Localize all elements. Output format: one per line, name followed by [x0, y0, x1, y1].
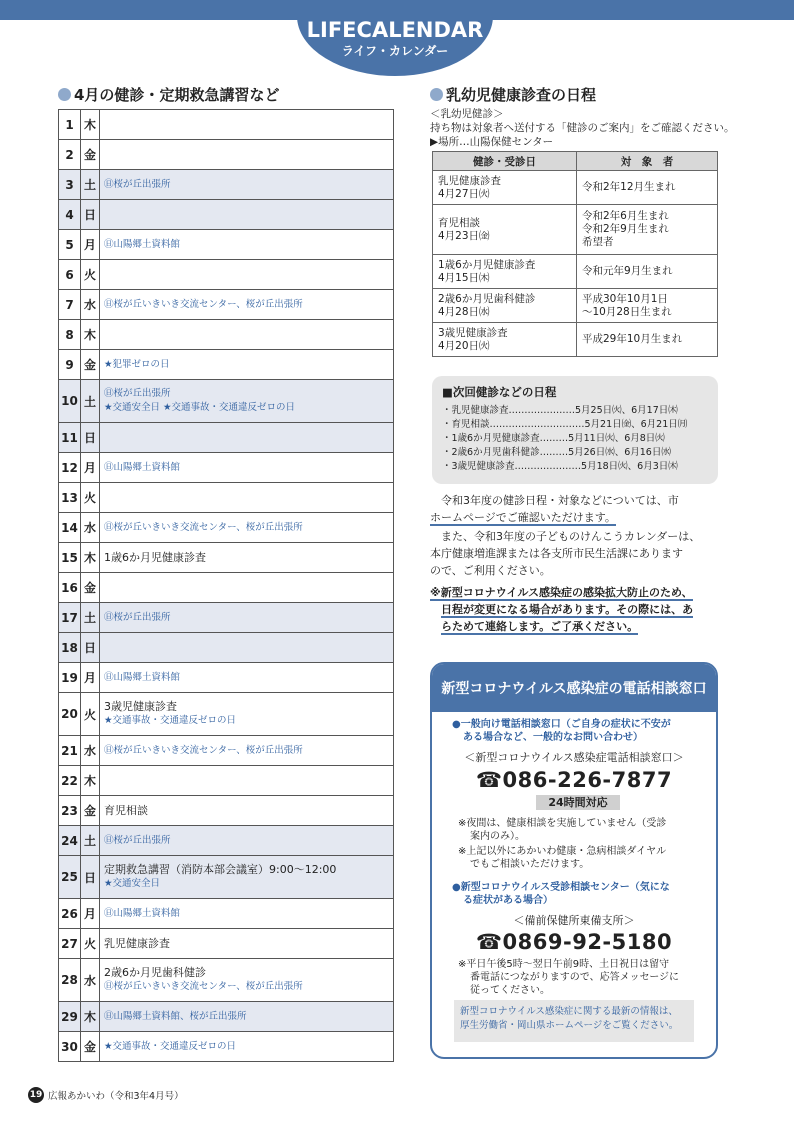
event-main: 乳児健康診査: [104, 936, 170, 950]
calendar-heading: [58, 84, 279, 105]
covid-s1-note: でもご相談いただけます。: [470, 859, 590, 870]
col-header-date: 健診・受診日: [433, 152, 577, 171]
calendar-day: 10: [59, 380, 81, 423]
calendar-row: [59, 140, 394, 170]
calendar-heading-text: 4月の健診・定期救急講習など: [74, 86, 280, 104]
calendar-events: [100, 796, 394, 826]
calendar-row: [59, 633, 394, 663]
calendar-day: 25: [59, 856, 81, 899]
calendar-day: 11: [59, 423, 81, 453]
calendar-events: [100, 856, 394, 899]
calendar-weekday: 金: [81, 1032, 100, 1062]
calendar-weekday: 日: [81, 633, 100, 663]
calendar-weekday: 木: [81, 766, 100, 796]
info-line: 日程が変更になる場合があります。その際には、あ: [441, 603, 694, 616]
event-sub: ㊐山陽郷土資料館、桜が丘出張所: [104, 1010, 247, 1022]
infant-sub: ＜乳幼児健診＞: [430, 108, 504, 120]
calendar-weekday: 月: [81, 899, 100, 929]
calendar-events: [100, 899, 394, 929]
calendar-weekday: 木: [81, 1002, 100, 1032]
calendar-day: 6: [59, 260, 81, 290]
calendar-events: [100, 483, 394, 513]
exam-date: 4月20日㈫: [438, 339, 490, 352]
calendar-weekday: 月: [81, 663, 100, 693]
calendar-events: [100, 929, 394, 959]
calendar-weekday: 水: [81, 736, 100, 766]
calendar-weekday: 土: [81, 826, 100, 856]
calendar-weekday: 土: [81, 380, 100, 423]
schedule-exam: [433, 323, 577, 357]
schedule-row: [433, 289, 718, 323]
calendar-row: [59, 1032, 394, 1062]
schedule-exam: [433, 171, 577, 205]
info-line: また、令和3年度の子どものけんこうカレンダーは、: [430, 530, 701, 543]
calendar-weekday: 金: [81, 796, 100, 826]
calendar-weekday: 月: [81, 230, 100, 260]
calendar-weekday: 木: [81, 320, 100, 350]
infant-note2: ▶場所…山陽保健センター: [430, 136, 554, 148]
next-line: ・乳児健康診査…………………5月25日㈫、6月17日㈭: [442, 405, 678, 416]
calendar-day: 15: [59, 543, 81, 573]
next-line: ・3歳児健康診査…………………5月18日㈫、6月3日㈭: [442, 461, 678, 472]
schedule-row: [433, 205, 718, 255]
exam-name: 乳児健康診査: [438, 174, 501, 187]
calendar-row: [59, 290, 394, 320]
calendar-events: [100, 290, 394, 320]
calendar-events: [100, 453, 394, 483]
covid-s2-note: ※平日午後5時～翌日午前9時、土日祝日は留守: [458, 959, 670, 970]
covid-s1-note: ※上記以外にあかいわ健康・急病相談ダイヤル: [458, 846, 667, 857]
event-sub: ㊐山陽郷土資料館: [104, 671, 181, 683]
calendar-events: [100, 766, 394, 796]
event-sub: ★交通安全日: [104, 878, 161, 889]
calendar-events: [100, 423, 394, 453]
calendar-weekday: 火: [81, 693, 100, 736]
calendar-events: [100, 826, 394, 856]
next-line: ・1歳6か月児健康診査………5月11日㈫、6月8日㈫: [442, 433, 665, 444]
exam-date: 4月23日㈮: [438, 229, 490, 242]
calendar-day: 26: [59, 899, 81, 929]
covid-s2-line: ●新型コロナウイルス受診相談センター（気にな: [452, 882, 670, 893]
info-line: 令和3年度の健診日程・対象などについては、市: [430, 494, 679, 507]
event-sub: ㊐山陽郷土資料館: [104, 238, 181, 250]
event-sub: ㊐桜が丘いきいき交流センター、桜が丘出張所: [104, 981, 303, 992]
event-sub: ㊐桜が丘出張所: [104, 178, 171, 190]
event-sub: ㊐桜が丘出張所: [104, 611, 171, 623]
exam-name: 育児相談: [438, 216, 480, 229]
calendar-row: [59, 663, 394, 693]
exam-date: 4月15日㈭: [438, 271, 490, 284]
event-sub: ㊐桜が丘いきいき交流センター、桜が丘出張所: [104, 521, 303, 533]
footer: [28, 1087, 184, 1103]
infant-heading: [430, 84, 596, 105]
calendar-row: [59, 826, 394, 856]
event-sub: ㊐桜が丘出張所: [104, 834, 171, 846]
event-main: 育児相談: [104, 803, 148, 817]
schedule-exam: [433, 289, 577, 323]
exam-date: 4月27日㈫: [438, 187, 490, 200]
calendar-events: [100, 693, 394, 736]
calendar-row: [59, 693, 394, 736]
next-heading: ■次回健診などの日程: [442, 385, 557, 399]
schedule-row: [433, 171, 718, 205]
calendar-row: [59, 110, 394, 140]
event-sub: ㊐桜が丘出張所 ★交通安全日 ★交通事故・交通違反ゼロの日: [104, 388, 296, 413]
calendar-row: [59, 543, 394, 573]
event-sub: ★交通事故・交通違反ゼロの日: [104, 1040, 237, 1052]
covid-s2-note: 番電話につながりますので、応答メッセージに: [470, 972, 679, 983]
info-line: 本庁健康増進課または各支所市民生活課にあります: [430, 547, 683, 560]
info-line: ホームページでご確認いただけます。: [430, 511, 616, 524]
exam-name: 3歳児健康診査: [438, 326, 508, 339]
bullet-icon: [58, 88, 71, 101]
schedule-exam: [433, 255, 577, 289]
calendar-events: [100, 380, 394, 423]
calendar-events: [100, 513, 394, 543]
calendar-day: 16: [59, 573, 81, 603]
info-paragraph-3: [430, 584, 720, 635]
calendar-events: [100, 663, 394, 693]
schedule-target: 令和2年12月生まれ: [577, 171, 718, 205]
calendar-events: [100, 603, 394, 633]
covid-latest-info: [454, 1000, 694, 1042]
calendar-day: 3: [59, 170, 81, 200]
calendar-row: [59, 959, 394, 1002]
calendar-day: 28: [59, 959, 81, 1002]
calendar-weekday: 土: [81, 170, 100, 200]
calendar-weekday: 木: [81, 110, 100, 140]
covid-s1-line: ●一般向け電話相談窓口（ご自身の症状に不安が: [452, 719, 671, 730]
calendar-row: [59, 483, 394, 513]
calendar-day: 30: [59, 1032, 81, 1062]
calendar-weekday: 火: [81, 260, 100, 290]
schedule-target: 令和2年6月生まれ 令和2年9月生まれ 希望者: [577, 205, 718, 255]
calendar-events: [100, 633, 394, 663]
calendar-row: [59, 350, 394, 380]
calendar-weekday: 金: [81, 350, 100, 380]
calendar-row: [59, 423, 394, 453]
event-sub: ㊐桜が丘いきいき交流センター、桜が丘出張所: [104, 744, 303, 756]
covid-s1-phone[interactable]: ☎086-226-7877: [475, 768, 673, 792]
header-subtitle: ライフ・カレンダー: [341, 44, 449, 58]
calendar-events: [100, 170, 394, 200]
calendar-row: [59, 929, 394, 959]
calendar-day: 12: [59, 453, 81, 483]
calendar-day: 29: [59, 1002, 81, 1032]
schedule-target: 平成29年10月生まれ: [577, 323, 718, 357]
covid-s1-note: 案内のみ）。: [470, 831, 525, 842]
calendar-weekday: 木: [81, 543, 100, 573]
calendar-row: [59, 603, 394, 633]
calendar-events: [100, 200, 394, 230]
event-sub: ㊐山陽郷土資料館: [104, 461, 181, 473]
event-main: 1歳6か月児健康診査: [104, 550, 206, 564]
footer-text: 広報あかいわ（令和3年4月号）: [48, 1091, 184, 1102]
calendar-weekday: 日: [81, 423, 100, 453]
calendar-events: [100, 543, 394, 573]
exam-date: 4月28日㈬: [438, 305, 490, 318]
calendar-weekday: 日: [81, 200, 100, 230]
calendar-day: 7: [59, 290, 81, 320]
calendar-row: [59, 320, 394, 350]
calendar-day: 19: [59, 663, 81, 693]
covid-s2-line: る症状がある場合）: [463, 895, 553, 906]
covid-s1-note: ※夜間は、健康相談を実施していません（受診: [458, 818, 667, 829]
calendar-day: 24: [59, 826, 81, 856]
calendar-events: [100, 110, 394, 140]
calendar-day: 21: [59, 736, 81, 766]
calendar-weekday: 土: [81, 603, 100, 633]
calendar-weekday: 水: [81, 513, 100, 543]
calendar-day: 27: [59, 929, 81, 959]
calendar-events: [100, 736, 394, 766]
covid-s1-name: ＜新型コロナウイルス感染症電話相談窓口＞: [464, 751, 684, 764]
calendar-row: [59, 573, 394, 603]
calendar-row: [59, 1002, 394, 1032]
calendar-weekday: 水: [81, 290, 100, 320]
schedule-row: [433, 323, 718, 357]
calendar-day: 18: [59, 633, 81, 663]
24h-badge: 24時間対応: [536, 795, 620, 810]
calendar-day: 14: [59, 513, 81, 543]
calendar-row: [59, 796, 394, 826]
covid-s2-note: 従ってください。: [470, 985, 550, 996]
info-line: ので、ご利用ください。: [430, 564, 551, 577]
calendar-day: 1: [59, 110, 81, 140]
calendar-day: 20: [59, 693, 81, 736]
calendar-row: [59, 380, 394, 423]
calendar-row: [59, 513, 394, 543]
calendar-row: [59, 200, 394, 230]
event-sub: ★交通事故・交通違反ゼロの日: [104, 715, 237, 726]
calendar-day: 4: [59, 200, 81, 230]
infant-note1: 持ち物は対象者へ送付する「健診のご案内」をご確認ください。: [430, 122, 735, 134]
calendar-row: [59, 230, 394, 260]
calendar-weekday: 火: [81, 929, 100, 959]
calendar-events: [100, 350, 394, 380]
calendar-events: [100, 959, 394, 1002]
calendar-events: [100, 1002, 394, 1032]
event-sub: ㊐桜が丘いきいき交流センター、桜が丘出張所: [104, 298, 303, 310]
calendar-row: [59, 260, 394, 290]
calendar-day: 8: [59, 320, 81, 350]
covid-s1-line: ある場合など、一般的なお問い合わせ）: [463, 732, 643, 743]
info-line: らためて連絡します。ご了承ください。: [441, 620, 639, 633]
calendar-events: [100, 320, 394, 350]
calendar-weekday: 月: [81, 453, 100, 483]
bullet-icon: [430, 88, 443, 101]
calendar-table: [58, 109, 394, 1062]
event-sub: ★犯罪ゼロの日: [104, 358, 170, 370]
calendar-weekday: 水: [81, 959, 100, 1002]
event-main: 定期救急講習（消防本部会議室）9:00～12:00: [104, 863, 337, 876]
info-line: ※新型コロナウイルス感染症の感染拡大防止のため、: [430, 586, 693, 599]
covid-s2-name: ＜備前保健所東備支所＞: [513, 914, 635, 927]
infant-heading-text: 乳幼児健康診査の日程: [446, 86, 597, 104]
schedule-target: 令和元年9月生まれ: [577, 255, 718, 289]
calendar-weekday: 金: [81, 140, 100, 170]
calendar-row: [59, 766, 394, 796]
calendar-day: 17: [59, 603, 81, 633]
calendar-weekday: 金: [81, 573, 100, 603]
calendar-events: [100, 230, 394, 260]
calendar-weekday: 火: [81, 483, 100, 513]
calendar-row: [59, 856, 394, 899]
page-number: 19: [28, 1087, 44, 1103]
calendar-events: [100, 1032, 394, 1062]
calendar-events: [100, 573, 394, 603]
covid-title: 新型コロナウイルス感染症の電話相談窓口: [432, 664, 716, 712]
info-paragraph-1: [430, 492, 720, 526]
calendar-events: [100, 140, 394, 170]
header-title: LIFECALENDAR: [306, 18, 484, 42]
calendar-day: 23: [59, 796, 81, 826]
event-sub: ㊐山陽郷土資料館: [104, 907, 181, 919]
col-header-target: 対 象 者: [577, 152, 718, 171]
calendar-day: 5: [59, 230, 81, 260]
calendar-row: [59, 170, 394, 200]
calendar-events: [100, 260, 394, 290]
schedule-exam: [433, 205, 577, 255]
schedule-row: [433, 255, 718, 289]
calendar-day: 13: [59, 483, 81, 513]
infant-schedule-table: [432, 151, 718, 357]
note-line: 厚生労働省・岡山県ホームページをご覧ください。: [460, 1020, 679, 1031]
calendar-row: [59, 899, 394, 929]
note-line: 新型コロナウイルス感染症に関する最新の情報は、: [460, 1006, 678, 1017]
next-schedule-box: [432, 376, 718, 484]
next-line: ・育児相談…………………………5月21日㈮、6月21日㈪: [442, 419, 688, 430]
calendar-row: [59, 453, 394, 483]
info-paragraph-2: [430, 528, 720, 579]
calendar-day: 2: [59, 140, 81, 170]
covid-s2-phone[interactable]: ☎0869-92-5180: [475, 930, 673, 954]
header-tab: [297, 0, 493, 76]
calendar-day: 22: [59, 766, 81, 796]
calendar-row: [59, 736, 394, 766]
exam-name: 2歳6か月児歯科健診: [438, 292, 536, 305]
schedule-target: 平成30年10月1日 ～10月28日生まれ: [577, 289, 718, 323]
event-main: 2歳6か月児歯科健診: [104, 966, 206, 979]
event-main: 3歳児健康診査: [104, 700, 177, 713]
next-line: ・2歳6か月児歯科健診………5月26日㈬、6月16日㈬: [442, 447, 671, 458]
calendar-weekday: 日: [81, 856, 100, 899]
exam-name: 1歳6か月児健康診査: [438, 258, 536, 271]
calendar-day: 9: [59, 350, 81, 380]
